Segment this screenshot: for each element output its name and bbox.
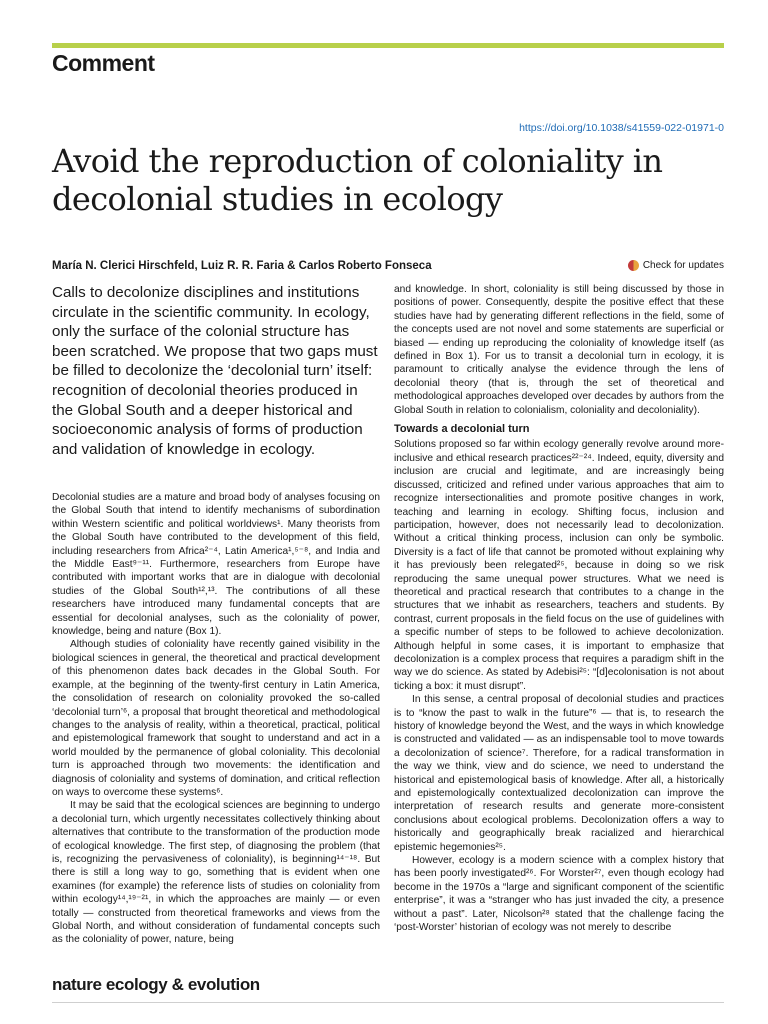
article-title: Avoid the reproduction of coloniality in decolonial studies in ecology bbox=[52, 142, 663, 218]
check-updates-label: Check for updates bbox=[642, 260, 724, 271]
author-list: María N. Clerici Hirschfeld, Luiz R. R. Faria & Carlos Roberto Fonseca bbox=[52, 260, 432, 272]
footer-rule bbox=[52, 1002, 724, 1003]
paragraph: Decolonial studies are a mature and broad body of analyses focusing on the Global South that intend to identify mechanisms of subordination within Western scientific and political worldviews¹. Many theorists from the Global South have contributed to the development of this field, including researchers from Africa²⁻⁴, Latin America¹,⁵⁻⁸, and India and the Middle East⁹⁻¹¹. Furthermore, researchers from Europe have contributed with important works that are in dialogue with decolonial studies of the Global South¹²,¹³. The contributions of all these researchers have introduced many fundamental concepts that are essential for decolonial analyses, such as the coloniality of power, knowledge, being and nature (Box 1). bbox=[52, 492, 380, 638]
section-label: Comment bbox=[52, 50, 155, 76]
paragraph: However, ecology is a modern science with a complex history that has been poorly investigated²⁶. For Worster²⁷, even though ecology had become in the 1970s a “large and significant component of the scientific enterprise”, it was a “stranger who has just invaded the city, a presence without a past”. Later, Nicolson²⁸ stated that the challenge facing the ‘post-Worster’ historian of ecology was not merely to describe bbox=[394, 855, 724, 934]
paragraph: and knowledge. In short, coloniality is still being discussed by those in positions of power. Consequently, despite the positive effect that these studies have had by generating different reflections in the field, some of the concepts used are not novel and some statements are superficial or biased — ending up reproducing the coloniality of knowledge itself (as defined in Box 1). For us to transit a decolonial turn in ecology, it is paramount to critically analyse the evidence through the lens of decolonial theory (that is, through the set of theoretical and methodological approaches developed over decades by authors from the Global South in relation to colonialism, coloniality and decoloniality). bbox=[394, 284, 724, 416]
top-rule bbox=[52, 43, 724, 48]
paragraph: Although studies of coloniality have recently gained visibility in the biological sciences in general, the theoretical and practical development of this phenomenon dates back decades in the Global South. For example, at the beginning of the twenty-first century in Latin America, the consolidation of research on coloniality provoked the so-called ‘decolonial turn’⁶, a proposal that brought theoretical and methodological changes to the analysis of reality, within a theoretical, practical, political and epistemological framework that sought to understand and act in a world moulded by the permanence of global coloniality. This decolonial turn is approached through two movements: the identification and diagnosis of coloniality and systems of domination, and critical reflection on ways to overcome these systems⁶. bbox=[52, 639, 380, 798]
body-column-right bbox=[394, 283, 724, 935]
section-heading: Towards a decolonial turn bbox=[394, 423, 530, 436]
journal-logo: nature ecology & evolution bbox=[52, 975, 260, 994]
doi-link[interactable]: https://doi.org/10.1038/s41559-022-01971-0 bbox=[519, 122, 724, 134]
standfirst: Calls to decolonize disciplines and institutions circulate in the scientific community. In ecology, only the surface of the colonial structure has been scratched. We propose that two gaps must be filled to decolonize the ‘decolonial turn’ itself: recognition of decolonial theories produced in the Global South and a deeper historical and socioeconomic analysis of forms of production and validation of knowledge in ecology. bbox=[52, 284, 378, 458]
paragraph: It may be said that the ecological sciences are beginning to undergo a decolonial turn, which urgently necessitates collectively thinking about alternatives that contribute to the transformation of the production mode of ecological knowledge. The first step, of diagnosing the problem (that is, recognizing the pervasiveness of coloniality), is beginning¹⁴⁻¹⁸. But there is still a long way to go, something that is evident when one examines (for example) the reference lists of studies on coloniality from within ecology¹⁴,¹⁹⁻²¹, in which the approaches are mainly — or even totally — constructed from theoretical frameworks and views from the Global North, and without consideration of fundamental concepts such as the coloniality of power, nature, being bbox=[52, 800, 380, 946]
check-updates-icon bbox=[628, 260, 639, 271]
paragraph: In this sense, a central proposal of decolonial studies and practices is to “know the past to walk in the future”⁶ — that is, to research the history of knowledge beyond the West, and the ways in which knowledge is constructed and validated — as an indispensable tool to move towards a decolonization of science⁷. Therefore, for a radical transformation in the way we think, view and do science, we need to understand the historical and epistemological basis of knowledge. After all, a historically and epistemologically contextualized decolonization can improve the interpretation of research results and generate more-consistent conclusions about ecological problems. Decolonization offers a way to historically and geographically break racialized and hierarchical epistemic hegemonies²⁵. bbox=[394, 694, 724, 853]
check-updates-button[interactable] bbox=[628, 260, 724, 271]
body-column-left bbox=[52, 491, 380, 947]
paragraph: Solutions proposed so far within ecology generally revolve around more-inclusive and ethical research practices²²⁻²⁴. Indeed, equity, diversity and inclusion are crucial and legitimate, and are increasingly being discussed, criticized and refined under various approaches that aim to recognize intersectionalities and promote positive changes in work, teaching and learning in ecology. Shifting focus, inclusion and participation, however, does not necessarily lead to decolonization. Without a critical thinking process, inclusion can only be symbolic. Diversity is a fact of life that cannot be promoted without explaining why it has previously been relegated²⁵, because in doing so we risk reproducing the same unequal power structures. What we need is theoretical and practical research that contributes to a change in the structures that we inhabit as researchers, teachers and students. By contrast, current proposals in the field focus on the use of guidelines with a specific number of steps to be followed to achieve decolonization. Although helpful in some cases, it is important to emphasize that decolonization is a complex process that requires a paradigm shift in the way we do science. As stated by Adebisi²⁵: “[d]ecolonisation is not about ticking a box: it must disrupt”. bbox=[394, 439, 724, 692]
